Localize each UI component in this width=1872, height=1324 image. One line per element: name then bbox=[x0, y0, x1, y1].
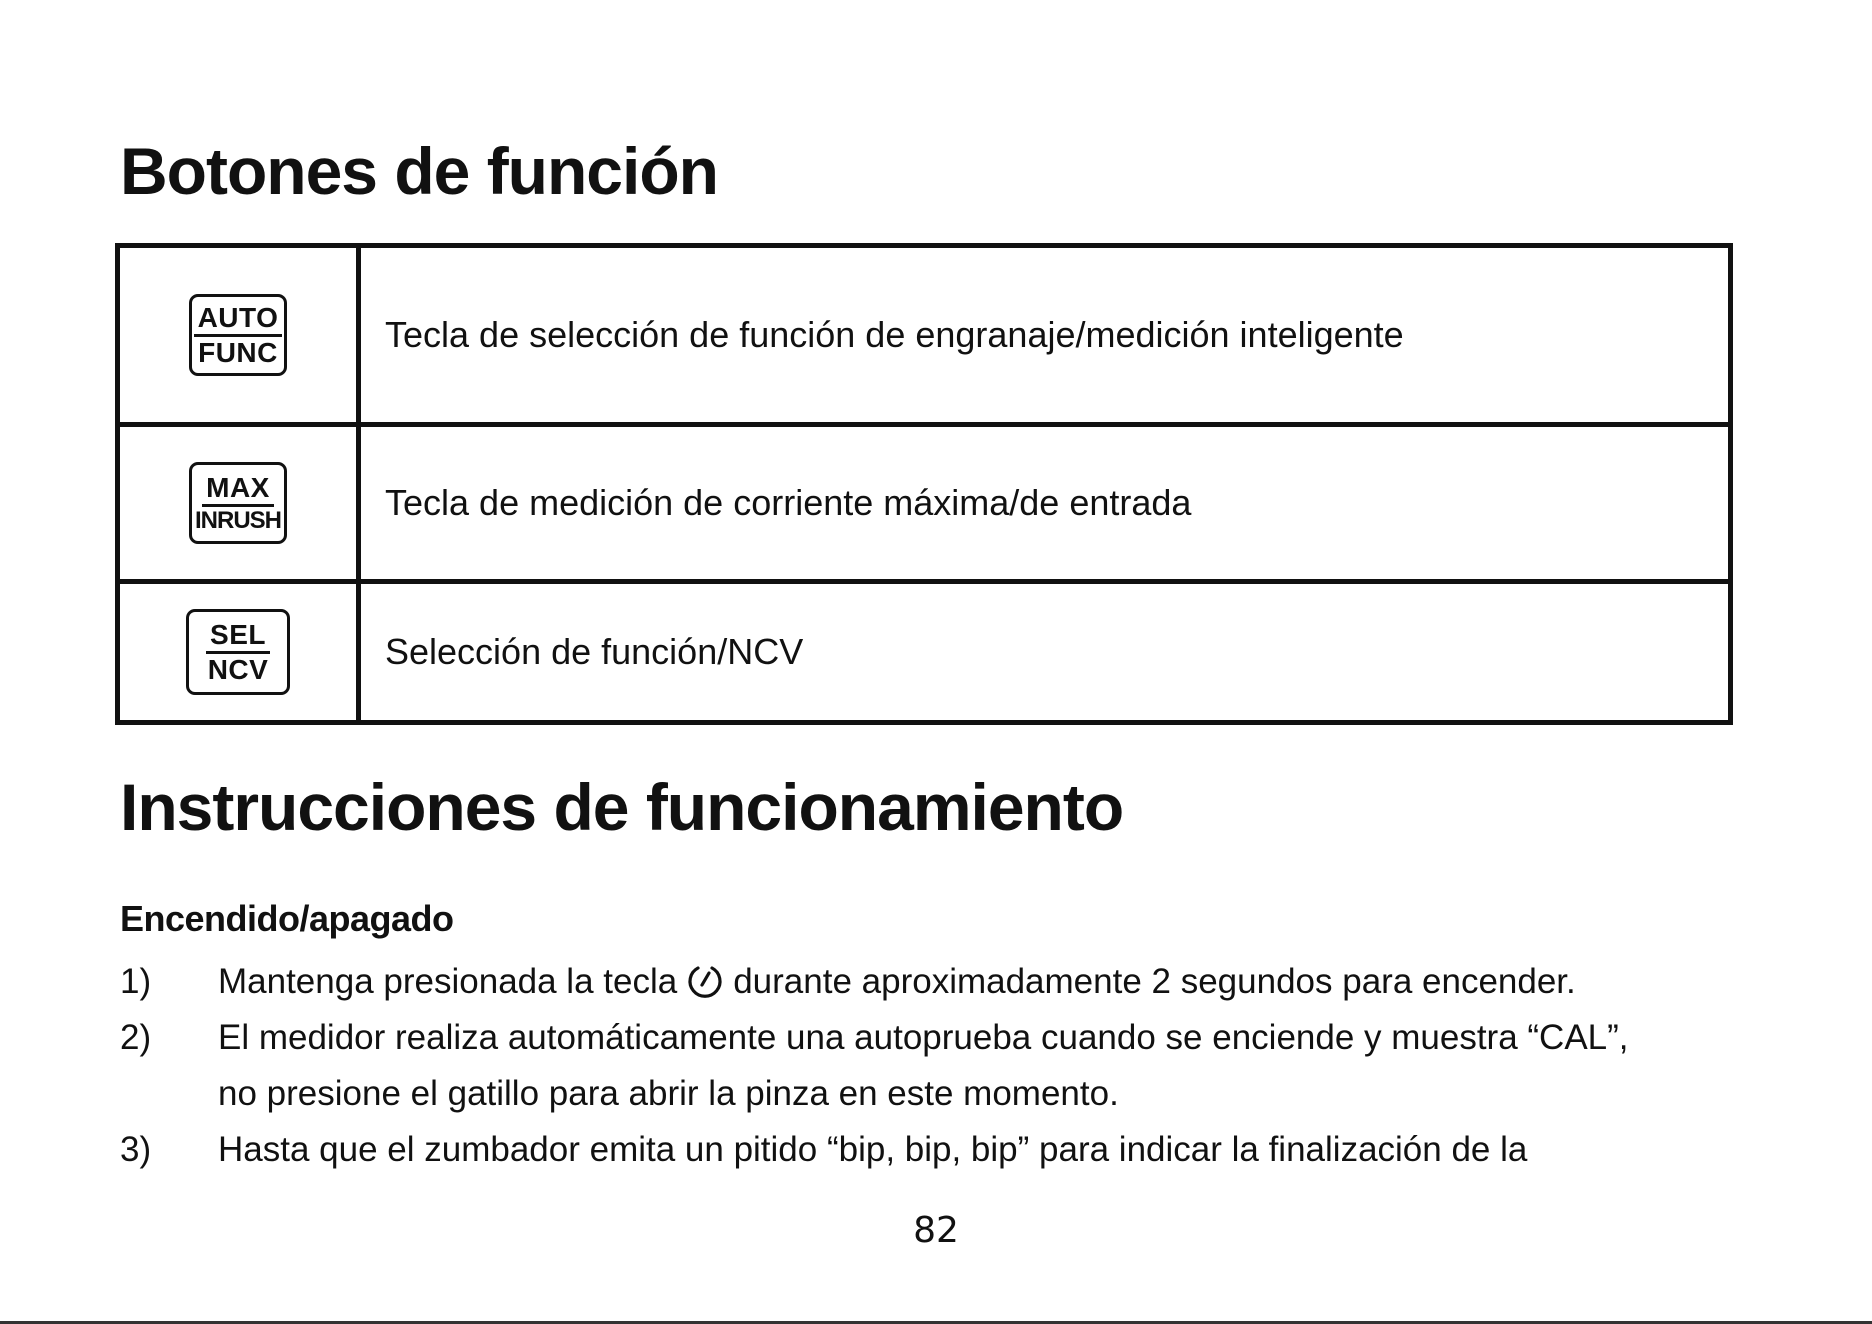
key-bottom-label: INRUSH bbox=[194, 506, 281, 534]
sel-ncv-key-icon bbox=[186, 609, 290, 695]
section-title-function-buttons: Botones de función bbox=[120, 134, 718, 208]
auto-func-key-icon bbox=[189, 294, 287, 376]
list-item bbox=[120, 1010, 1760, 1122]
table-row bbox=[120, 248, 1728, 422]
list-item-number: 1) bbox=[120, 962, 152, 1001]
key-icon-cell bbox=[120, 427, 361, 579]
list-item-text-after-icon: durante aproximadamente 2 segundos para encender. bbox=[733, 962, 1576, 1001]
key-bottom-label: FUNC bbox=[198, 336, 278, 368]
list-item bbox=[120, 1122, 1760, 1178]
power-icon bbox=[685, 961, 725, 1001]
max-inrush-key-icon bbox=[189, 462, 287, 544]
table-row bbox=[120, 579, 1728, 720]
key-top-label: AUTO bbox=[194, 304, 283, 337]
list-item bbox=[120, 954, 1760, 1010]
key-icon-cell bbox=[120, 248, 361, 422]
key-top-label: MAX bbox=[202, 474, 274, 507]
key-top-label: SEL bbox=[206, 621, 270, 654]
key-description: Tecla de medición de corriente máxima/de entrada bbox=[385, 482, 1192, 523]
list-item-text-line-2: no presione el gatillo para abrir la pinza en este momento. bbox=[218, 1074, 1119, 1113]
key-description: Tecla de selección de función de engranaje/medición inteligente bbox=[385, 314, 1404, 355]
list-item-text bbox=[218, 954, 1576, 1010]
key-description: Selección de función/NCV bbox=[385, 631, 804, 672]
key-icon-cell bbox=[120, 584, 361, 720]
section-title-operating-instructions: Instrucciones de funcionamiento bbox=[120, 770, 1124, 844]
page-number: 82 bbox=[913, 1210, 959, 1251]
subsection-title-power: Encendido/apagado bbox=[120, 898, 454, 939]
list-item-text-line-1: Hasta que el zumbador emita un pitido “bip, bip, bip” para indicar la finalización de la bbox=[218, 1130, 1528, 1169]
list-item-text-line-1: El medidor realiza automáticamente una autoprueba cuando se enciende y muestra “CAL”, bbox=[218, 1018, 1629, 1057]
list-item-number: 3) bbox=[120, 1130, 152, 1169]
function-buttons-table bbox=[115, 243, 1733, 725]
key-bottom-label: NCV bbox=[207, 653, 269, 685]
list-item-number: 2) bbox=[120, 1018, 152, 1057]
table-row bbox=[120, 422, 1728, 579]
list-item-text-before-icon: Mantenga presionada la tecla bbox=[218, 962, 678, 1001]
